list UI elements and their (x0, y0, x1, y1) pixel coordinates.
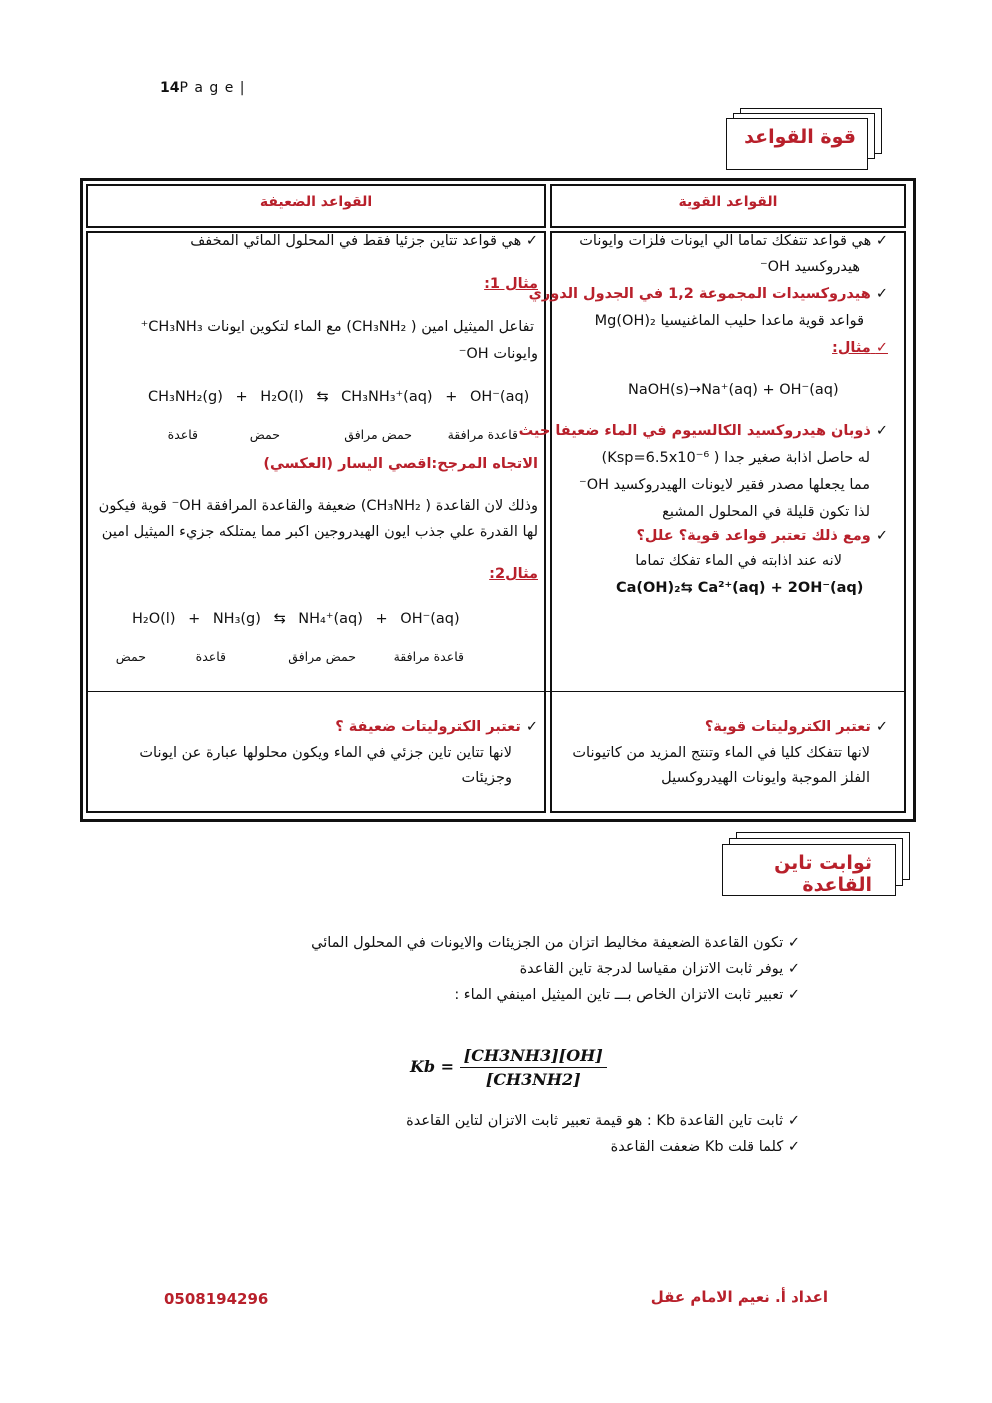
strong-def2: هيدروكسيد OH⁻ (759, 259, 860, 275)
row-divider (86, 691, 906, 692)
weak-direction: الاتجاه المرجح:اقصي اليسار (العكسي) (263, 456, 538, 472)
kb-formula: Kb = $\frac{[CH3NH3][OH]}{[CH3NH2]}$ (410, 1046, 607, 1089)
weak-def1: ✓ هي قواعد تتاين جزئيا فقط في المحلول المائي المخفف (190, 233, 538, 249)
strong-why: ✓ ومع ذلك تعتبر قواعد قوية؟ علل؟ (636, 528, 888, 544)
strong-header-cell (550, 184, 906, 228)
constants-bullet-4: ✓ ثابت تاين القاعدة Kb : هو قيمة تعبير ثابت الاتزان لتاين القاعدة (406, 1113, 800, 1129)
weak-reaction1b: وايونات OH⁻ (458, 346, 538, 362)
strong-def1: ✓ هي قواعد تتفكك تماما الي ايونات فلزات وايونات (579, 233, 888, 249)
title-box-base-strength (726, 108, 886, 168)
weak-example2-label: مثال2: (489, 566, 538, 582)
strong-mg: قواعد قوية ماعدا حليب الماغنيسيا Mg(OH)₂ (594, 313, 864, 329)
weak-eq2-label-1: حمض (115, 649, 146, 664)
weak-eq1-label-2: حمض (249, 427, 280, 442)
section-title: قوة القواعد (744, 126, 856, 148)
strong-eq2: Ca(OH)₂⇆ Ca²⁺(aq) + 2OH⁻(aq) (616, 580, 864, 596)
footer-phone: 0508194296 (164, 1290, 269, 1308)
strong-ksp: له حاصل اذابة صغير جدا ( Ksp=6.5x10⁻⁶) (601, 450, 870, 466)
weak-eq1-label-4: قاعدة مرافقة (447, 427, 518, 442)
strong-because: لانه عند اذابته في الماء تفكك تماما (635, 553, 842, 569)
strong-caoh-title: ✓ ذوبان هيدروكسيد الكالسيوم في الماء ضعيفا حيث (518, 423, 888, 439)
weak-electrolyte-q: ✓ تعتبر الكتروليتات ضعيفة ؟ (335, 719, 538, 735)
constants-bullet-2: ✓ يوفر ثابت الاتزان مقياسا لدرجة تاين القاعدة (519, 961, 800, 977)
weak-reason1: وذلك لان القاعدة ( CH₃NH₂) ضعيفة والقاعدة المرافقة OH⁻ قوية فيكون (98, 498, 538, 514)
title-box-ionization-constants (722, 832, 912, 896)
strong-header: القواعد القوية (678, 194, 778, 210)
weak-reaction1: تفاعل الميثيل امين ( CH₃NH₂) مع الماء لتكوين ايونات CH₃NH₃⁺ (140, 319, 534, 335)
weak-example1-label: مثال 1: (484, 276, 538, 292)
weak-eq2: H₂O(l) + NH₃(g) ⇆ NH₄⁺(aq) + OH⁻(aq) (132, 611, 460, 627)
strong-electrolyte-q: ✓ تعتبر الكتروليتات قوية؟ (704, 719, 888, 735)
constants-bullet-5: ✓ كلما قلت Kb ضعفت القاعدة (610, 1139, 800, 1155)
weak-reason2: لها القدرة علي جذب ايون الهيدروجين اكبر مما يمتلكه جزيء الميثيل امين (101, 524, 538, 540)
kb-denominator: [CH3NH2] (485, 1070, 581, 1089)
weak-eq1-label-1: قاعدة (167, 427, 198, 442)
weak-eq1-label-3: حمض مرافق (344, 427, 412, 442)
strong-eq1: NaOH(s)→Na⁺(aq) + OH⁻(aq) (628, 382, 839, 398)
footer-author: اعداد أ. نعيم الامام عقل (650, 1288, 828, 1306)
weak-eq2-label-2: قاعدة (195, 649, 226, 664)
strong-poor: مما يجعلها مصدر فقير لايونات الهيدروكسيد OH⁻ (579, 477, 870, 493)
strong-electrolyte-a2: الفلز الموجبة وايونات الهيدروكسيل (661, 770, 870, 786)
weak-electrolyte-a2: وجزيئات (461, 770, 512, 786)
section-title: ثوابت تاين القاعدة (774, 852, 872, 896)
strong-group-title: ✓ هيدروكسيدات المجموعة 1,2 في الجدول الدوري (528, 286, 888, 302)
weak-eq2-label-4: قاعدة مرافقة (393, 649, 464, 664)
weak-eq1: CH₃NH₂(g) + H₂O(l) ⇆ CH₃NH₃⁺(aq) + OH⁻(aq) (148, 389, 530, 405)
weak-eq2-label-3: حمض مرافق (288, 649, 356, 664)
constants-bullet-3: ✓ تعبير ثابت الاتزان الخاص بـــ تاين الميثيل امينفي الماء : (454, 987, 800, 1003)
strong-few: لذا تكون قليلة في المحلول المشبع (662, 504, 870, 520)
strong-example-label: ✓ مثال: (832, 340, 888, 356)
weak-electrolyte-a1: لانها تتاين تاين جزئي في الماء ويكون محلولها عبارة عن ايونات (139, 745, 512, 761)
page-number: 14P a g e | (160, 80, 246, 96)
weak-header: القواعد الضعيفة (259, 194, 373, 210)
strong-electrolyte-a1: لانها تتفكك كليا في الماء وتنتج المزيد من كاتيونات (572, 745, 870, 761)
kb-numerator: [CH3NH3][OH] (460, 1046, 607, 1068)
constants-bullet-1: ✓ تكون القاعدة الضعيفة مخاليط اتزان من الجزيئات والايونات في المحلول المائي (311, 935, 800, 951)
weak-header-cell (86, 184, 546, 228)
